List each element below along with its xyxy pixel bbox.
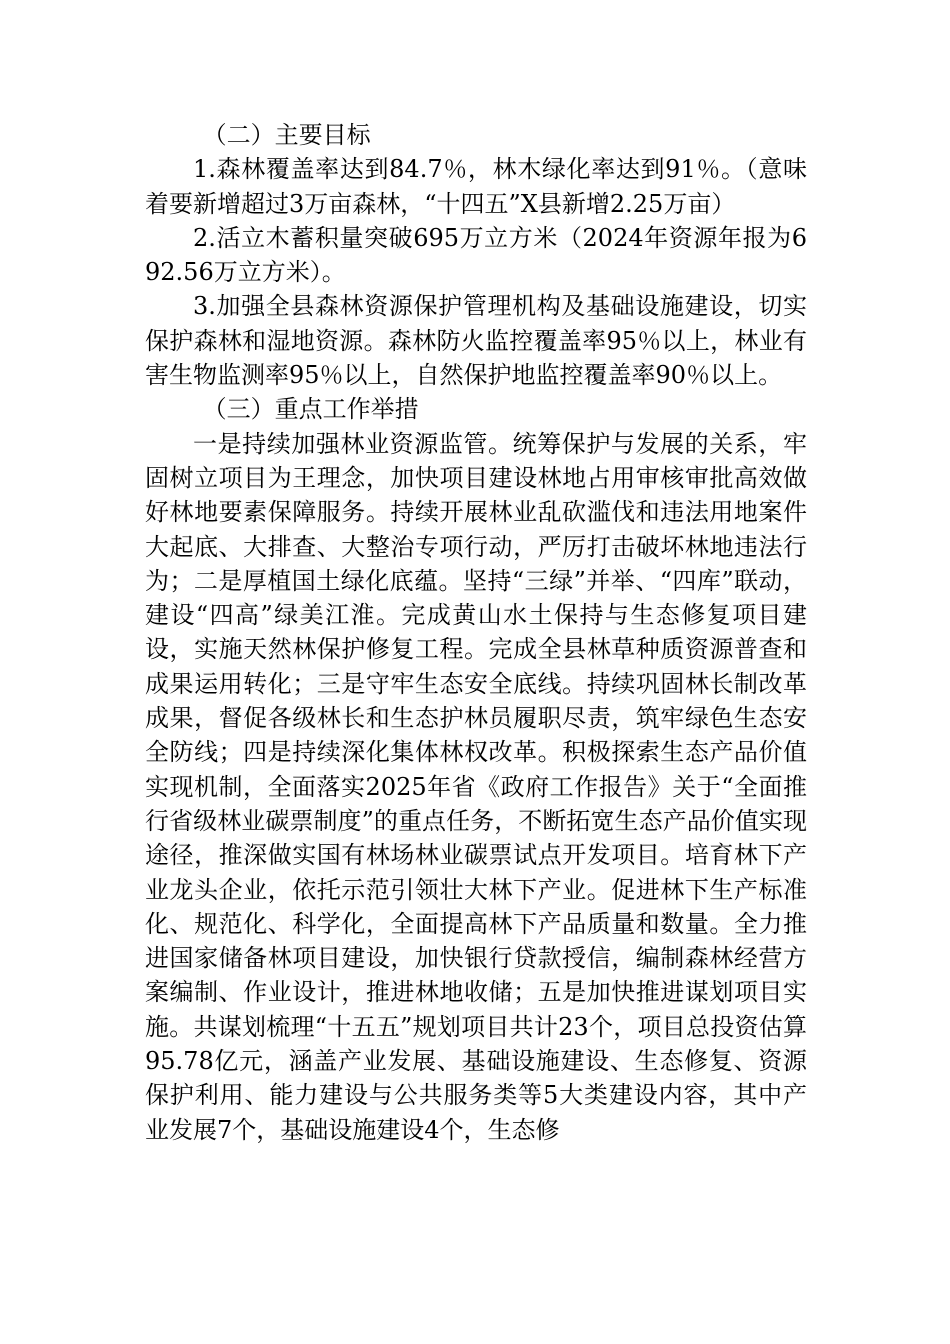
- goal-item-3: 3.加强全县森林资源保护管理机构及基础设施建设，切实保护森林和湿地资源。森林防火监控覆盖率95％以上，林业有害生物监测率95％以上，自然保护地监控覆盖率90％以上。: [145, 292, 807, 390]
- goal-item-1: 1.森林覆盖率达到84.7％，林木绿化率达到91％。（意味着要新增超过3万亩森林，“十四五”X县新增2.25万亩）: [145, 155, 807, 218]
- document-body: [145, 118, 807, 1147]
- section-heading-key-measures: （三）重点工作举措: [202, 395, 419, 424]
- measures-paragraph: 一是持续加强林业资源监管。统筹保护与发展的关系，牢固树立项目为王理念，加快项目建设林地占用审核审批高效做好林地要素保障服务。持续开展林业乱砍滥伐和违法用地案件大起底、大排查、大整治专项行动，严厉打击破坏林地违法行为；二是厚植国土绿化底蕴。坚持“三绿”并举、“四库”联动，建设“四高”绿美江淮。完成黄山水土保持与生态修复项目建设，实施天然林保护修复工程。完成全县林草种质资源普查和成果运用转化；三是守牢生态安全底线。持续巩固林长制改革成果，督促各级林长和生态护林员履职尽责，筑牢绿色生态安全防线；四是持续深化集体林权改革。积极探索生态产品价值实现机制，全面落实2025年省《政府工作报告》关于“全面推行省级林业碳票制度”的重点任务，不断拓宽生态产品价值实现途径，推深做实国有林场林业碳票试点开发项目。培育林下产业龙头企业，依托示范引领壮大林下产业。促进林下生产标准化、规范化、科学化，全面提高林下产品质量和数量。全力推进国家储备林项目建设，加快银行贷款授信，编制森林经营方案编制、作业设计，推进林地收储；五是加快推进谋划项目实施。共谋划梳理“十五五”规划项目共计23个，项目总投资估算95.78亿元，涵盖产业发展、基础设施建设、生态修复、资源保护利用、能力建设与公共服务类等5大类建设内容，其中产业发展7个，基础设施建设4个，生态修: [145, 429, 807, 1144]
- goal-item-2: 2.活立木蓄积量突破695万立方米（2024年资源年报为692.56万立方米）。: [145, 223, 807, 287]
- section-heading-main-goals: （二）主要目标: [202, 121, 371, 149]
